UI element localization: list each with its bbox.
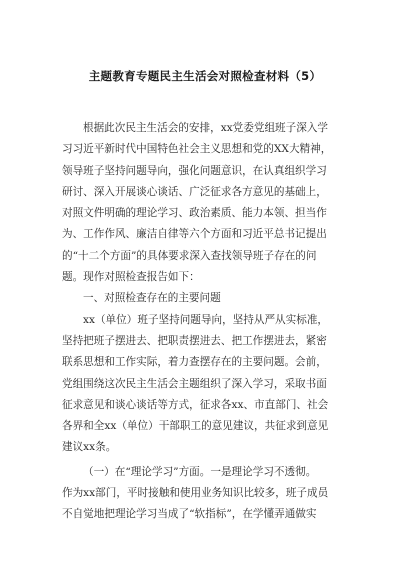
paragraph <box>62 310 362 459</box>
document-title: 主题教育专题民主生活会对照检查材料（5） <box>88 69 322 83</box>
paragraph <box>62 462 362 526</box>
paragraph-line: 根据此次民主生活会的安排，xx党委党组班子深入学 <box>83 122 329 134</box>
paragraph-line: 对照文件明确的理论学习、政治素质、能力本领、担当作 <box>62 207 327 220</box>
paragraph-line: 作为xx部门，平时接触和使用业务知识比较多，班子成员 <box>62 487 329 500</box>
paragraph-line: 为、工作作风、廉洁自律等六个方面和习近平总书记提出 <box>62 228 327 241</box>
document-body <box>62 118 362 526</box>
paragraph <box>62 288 362 309</box>
paragraph-line: 习习近平新时代中国特色社会主义思想和党的XX大精神， <box>62 143 332 156</box>
paragraph-line: 的“十二个方面”的具体要求深入查找领导班子存在的问 <box>62 249 317 262</box>
paragraph-line: xx（单位）班子坚持问题导向，坚持从严从实标准， <box>83 313 329 326</box>
paragraph-line: 题。现作对照检查报告如下： <box>62 271 200 284</box>
paragraph-line: 建议xx条。 <box>62 441 117 454</box>
paragraph-line: 征求意见和谈心谈话等方式，征求各xx、市直部门、社会 <box>62 398 329 411</box>
paragraph-line: 党组围绕这次民主生活会主题组织了深入学习，采取书面 <box>62 377 327 390</box>
paragraph-line: 研讨、深入开展谈心谈话、广泛征求各方意见的基础上， <box>62 185 327 198</box>
paragraph-line: 各界和全xx（单位）干部职工的意见建议，共征求到意见 <box>62 420 329 433</box>
paragraph-line: 不自觉地把理论学习当成了“软指标”，在学懂弄通做实 <box>62 508 317 521</box>
paragraph-line: 领导班子坚持问题导向，强化问题意识，在认真组织学习 <box>62 164 327 177</box>
paragraph-line: 联系思想和工作实际，着力查摆存在的主要问题。会前， <box>62 356 327 369</box>
paragraph <box>62 118 362 288</box>
paragraph-line: （一）在“理论学习”方面。一是理论学习不透彻。 <box>83 465 317 478</box>
paragraph-line: 坚持把班子摆进去、把职责摆进去、把工作摆进去，紧密 <box>62 334 327 347</box>
paragraph-line: 一、对照检查存在的主要问题 <box>83 292 221 305</box>
